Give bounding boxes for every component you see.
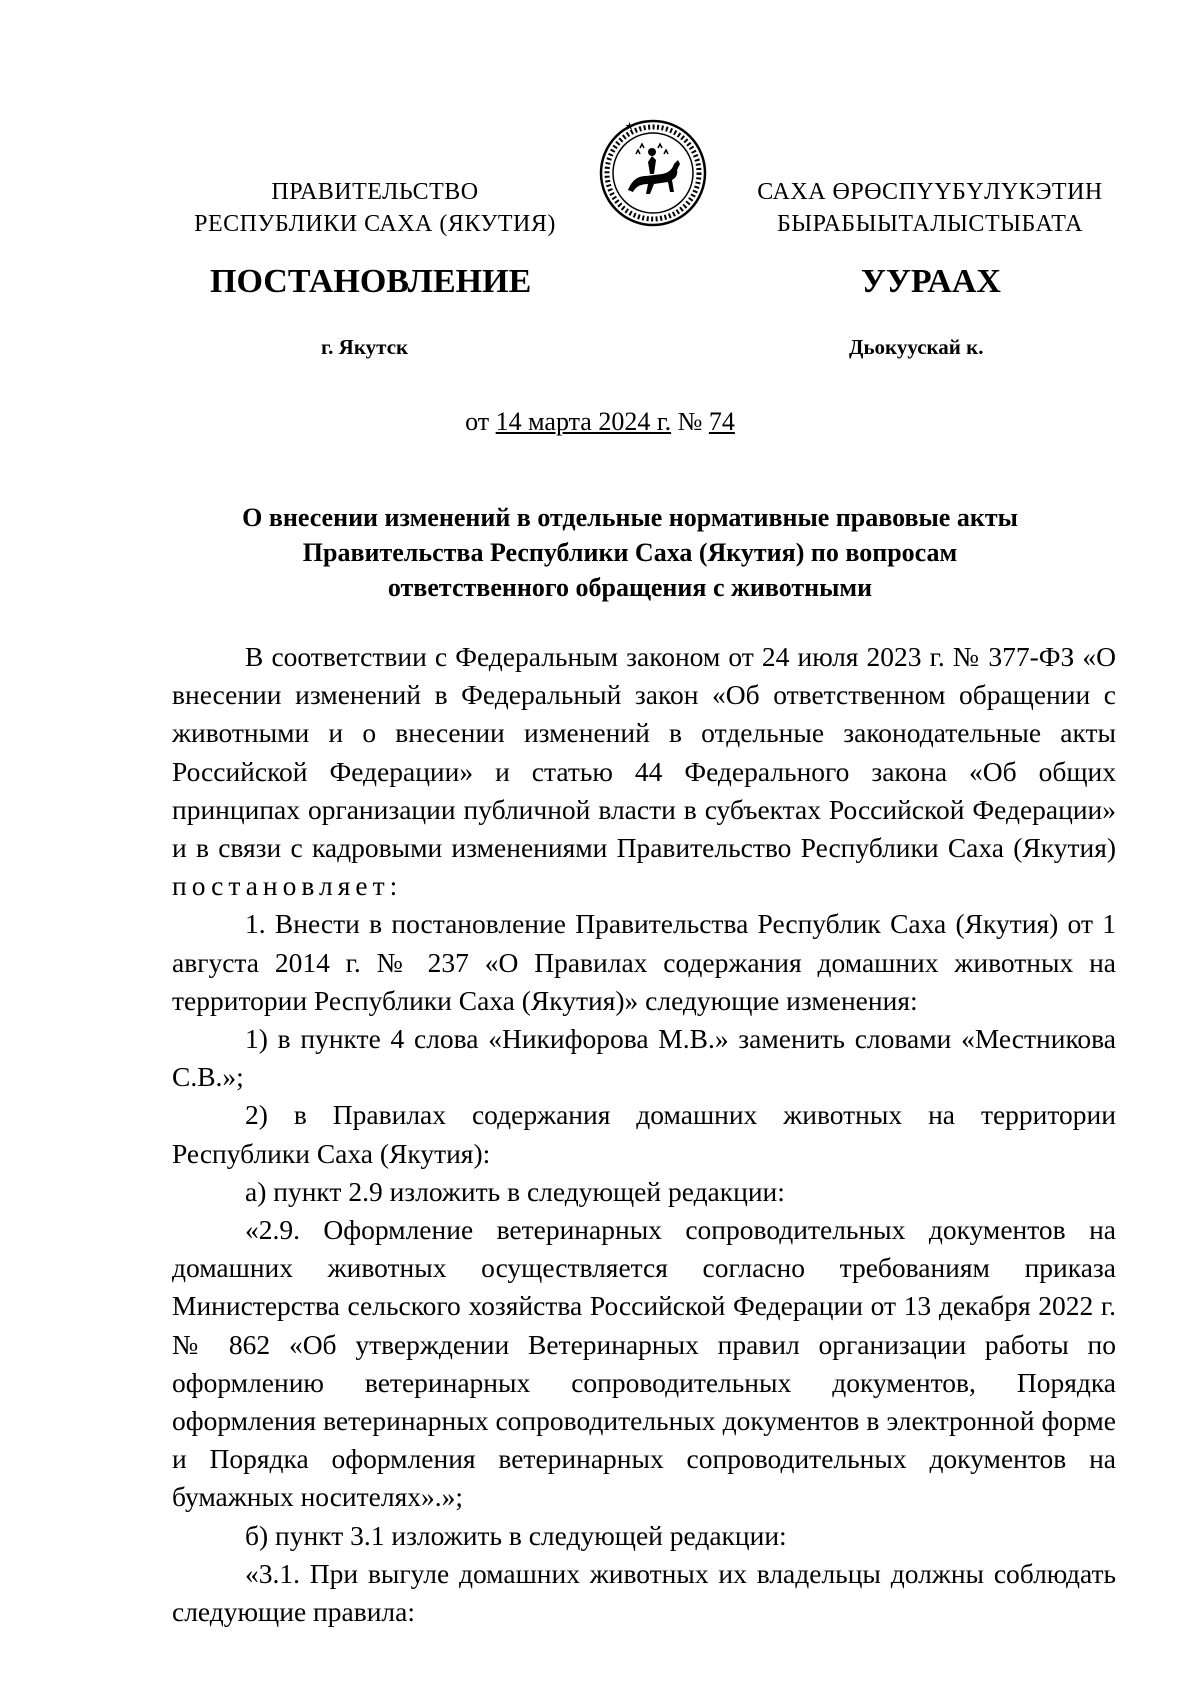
dateline-prefix: от <box>465 407 496 436</box>
document-body <box>172 638 1116 1631</box>
document-dateline <box>0 405 1200 439</box>
coat-of-arms-sakha-icon <box>598 118 708 228</box>
paragraph-clause-3-1: «3.1. При выгуле домашних животных их владельцы должны соблюдать следующие правила: <box>172 1557 1116 1628</box>
resolves-word: постановляет: <box>172 870 403 902</box>
title-line3: ответственного обращения с животными <box>387 573 873 602</box>
header-left-line2: РЕСПУБЛИКИ САХА (ЯКУТИЯ) <box>194 211 556 237</box>
paragraph-subitem-1: 1) в пункте 4 слова «Никифорова М.В.» заменить словами «Местникова С.В.»; <box>172 1023 1116 1093</box>
paragraph-subitem-a: а) пункт 2.9 изложить в следующей редакции: <box>245 1175 785 1207</box>
document-number: 74 <box>708 407 735 436</box>
city-ru: г. Якутск <box>321 335 409 359</box>
title-line2: Правительства Республики Саха (Якутия) по вопросам <box>302 538 958 567</box>
header-left-line1: ПРАВИТЕЛЬСТВО <box>271 179 479 205</box>
document-title <box>170 500 1090 605</box>
document-date: 14 марта 2024 г. <box>495 407 672 436</box>
title-line1: О внесении изменений в отдельные нормативные правовые акты <box>242 503 1018 532</box>
preamble-text: В соответствии с Федеральным законом от 24 июля 2023 г. № 377-ФЗ «О внесении изменений в Федеральный закон «Об ответственном обращении с животными и о внесении изменений в отдельные законодательные акты Российской Федерации» и статью 44 Федерального закона «Об общих принципах организации публичной власти в субъектах Российской Федерации» и в связи с кадровыми изменениями Правительство Республики Саха (Якутия) <box>172 641 1116 864</box>
paragraph-subitem-2: 2) в Правилах содержания домашних животных на территории Республики Саха (Якутия): <box>172 1099 1116 1169</box>
header-left-ru <box>165 176 585 240</box>
header-right-line2: БЫРАБЫЫТАЛЫСТЫБАТА <box>776 211 1084 237</box>
header-right-sah <box>720 176 1140 240</box>
number-sign: № <box>671 407 709 436</box>
doc-type-ru: ПОСТАНОВЛЕНИЕ <box>210 263 532 300</box>
header-right-line1: САХА ӨРӨСПҮҮБҮЛҮКЭТИН <box>757 179 1103 205</box>
paragraph-clause-2-9: «2.9. Оформление ветеринарных сопроводительных документов на домашних животных осуществляется согласно требованиям приказа Министерства сельского хозяйства Российской Федерации от 13 декабря 2022 г. № 862 «Об утверждении Ветеринарных правил организации работы по оформлению ветеринарных сопроводительных документов, Порядка оформления ветеринарных сопроводительных документов в электронной форме и Порядка оформления ветеринарных сопроводительных документов на бумажных носителях».»; <box>172 1214 1116 1513</box>
doc-type-sah: УУРААХ <box>861 263 1001 300</box>
paragraph-subitem-b: б) пункт 3.1 изложить в следующей редакции: <box>245 1519 787 1551</box>
paragraph-preamble <box>172 638 1116 905</box>
paragraph-item-1: 1. Внести в постановление Правительства Республик Саха (Якутия) от 1 августа 2014 г. № 237 «О Правилах содержания домашних животных на территории Республики Саха (Якутия)» следующие изменения: <box>172 908 1116 1016</box>
city-sah: Дьокуускай к. <box>849 335 984 359</box>
